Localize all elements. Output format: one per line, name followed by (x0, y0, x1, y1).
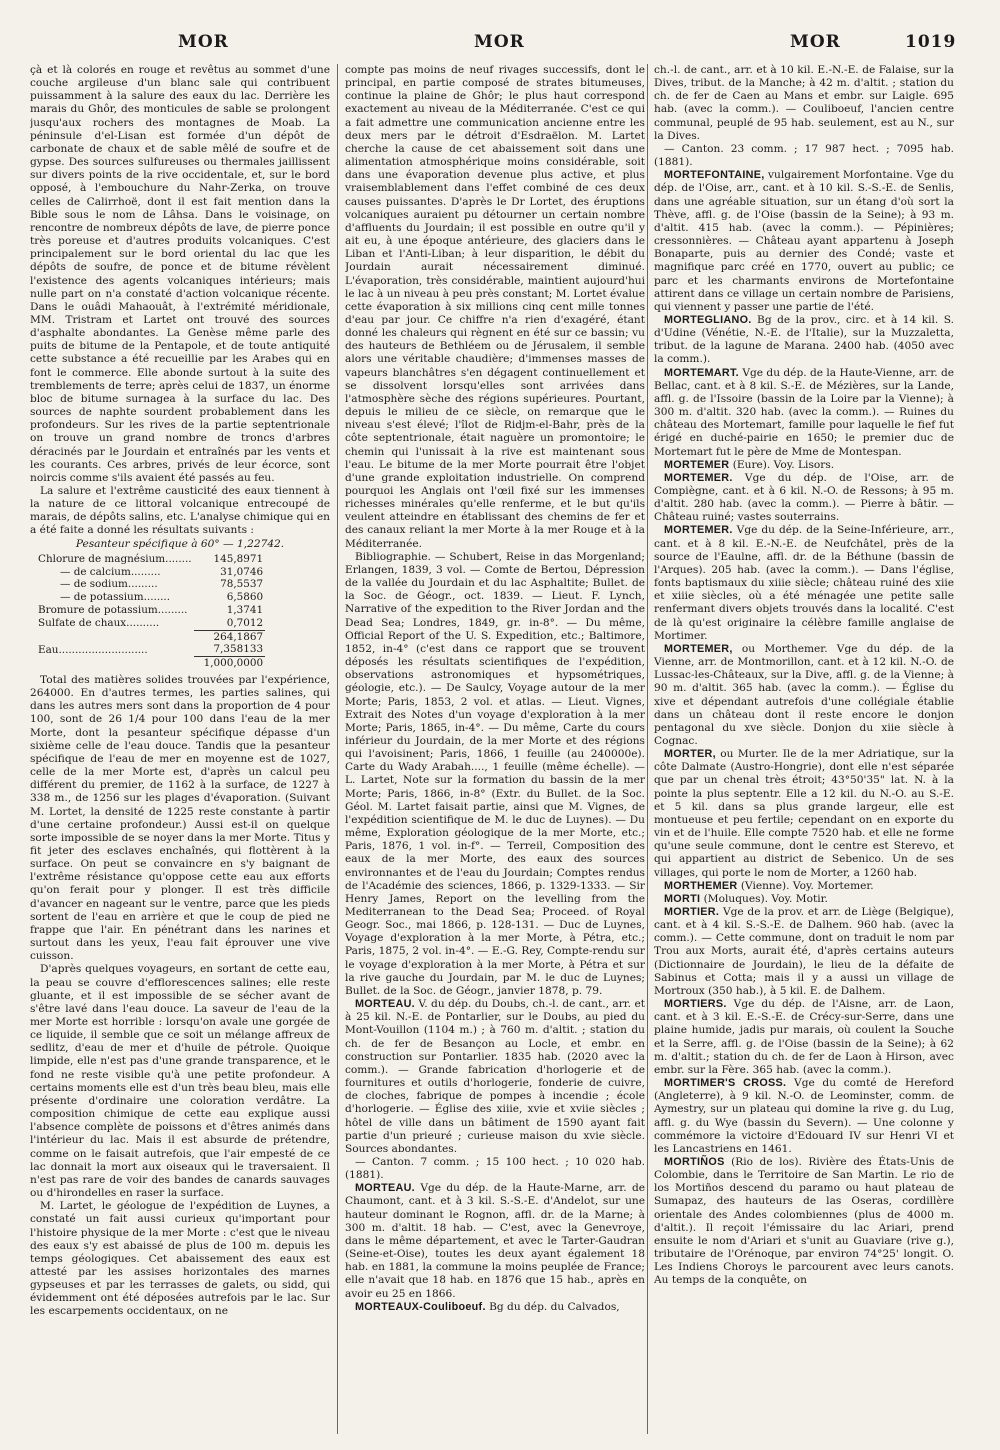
column-1 (30, 64, 330, 1434)
entry-mortinos (654, 1156, 954, 1288)
specific-gravity-line: Pesanteur spécifique à 60° — 1,22742. (75, 537, 285, 550)
entry-morteaux-couliboeuf (345, 1301, 645, 1314)
column-2 (345, 64, 645, 1434)
entry-headword: MORTIERS. (664, 998, 727, 1011)
table-row (36, 553, 265, 566)
paragraph: ch.-l. de cant., arr. et à 10 kil. E.-N.-E. de Falaise, sur la Dives, tribut. de la Manche; à 42 m. d'altit. ; station du ch. de fer de Caen au Mans et embr. sur Laigle. 695 hab. (avec la comm.). — Couliboeuf, l'ancien centre communal, peuplé de 95 hab. seulement, est au N., sur la Dives. (654, 64, 954, 142)
entry-mortemer-oise (654, 472, 954, 525)
table-cell: 6,5860 (226, 591, 264, 604)
entry-headword: MORTEMER. (664, 471, 733, 484)
table-cell: 0,7012 (226, 616, 264, 629)
entry-text: Bg du dép. du Calvados, (485, 1300, 620, 1313)
entry-headword: MORTEAU. (355, 998, 415, 1011)
paragraph: compte pas moins de neuf rivages successifs, dont le principal, en partie composé de strates bitumeuses, continue la plaine de Ghôr; le plus haut correspond exactement au niveau de la Méditerranée. C'est ce qui a fait admettre une communication ancienne entre les deux mers par le détroit d'Esdraëlon. M. Lartet cherche la cause de cet abaissement soit dans une alimentation atmosphérique moins considérable, soit dans une évaporation devenue plus active, et plus vraisemblablement dans l'effet combiné de ces deux causes puissantes. D'après le Dr Lortet, des éruptions volcaniques auraient pu détourner un certain nombre d'affluents du Jourdain; il est possible en outre qu'il y ait eu, à une époque antérieure, des glaciers dans le Liban et l'Anti-Liban; à leur disparition, le débit du Jourdain aurait nécessairement diminué. L'évaporation, très considérable, maintient aujourd'hui le lac à un niveau à peu près constant; M. Lortet évalue cette évaporation à six millions cinq cent mille tonnes d'eau par jour. Ce chiffre n'a rien d'exagéré, étant donné les chaleurs qui règnent en été sur ce bassin; vu des hauteurs de Bethléem ou de Jérusalem, il semble alors une véritable chaudière; d'immenses masses de vapeurs blanchâtres s'en dégagent continuellement et se dissolvent lorsqu'elles sont arrivées dans l'atmosphère sèche des régions supérieures. Pourtant, depuis le milieu de ce siècle, on remarque que le niveau s'est élevé; l'îlot de Ridjm-el-Bahr, près de la côte septentrionale, était naguère un promontoire; le chemin qui l'unissait à la rive est maintenant sous l'eau. Le bitume de la mer Morte pourrait être l'objet d'une grande exploitation industrielle. On comprend pourquoi les Anglais ont l'œil fixé sur les immenses richesses minérales qu'elle renferme, et le but qu'ils veulent atteindre en établissant des chemins de fer et des canaux reliant la mer Morte à la mer Rouge et à la Méditerranée. (345, 64, 645, 550)
entry-headword: MORTIMER'S CROSS. (664, 1077, 787, 1090)
entry-morti (654, 893, 954, 906)
table-cell: 78,5537 (220, 578, 264, 591)
entry-text: Vge du dép. de l'Oise, arr. de Compiègne, cant. et à 6 kil. N.-O. de Ressons; à 95 m. d'altit. 280 hab. (avec la comm.). — Pierre à bâtir. — Château ruiné; vastes souterrains. (654, 471, 954, 524)
entry-mortiers (654, 998, 954, 1077)
table-cell: 145,8971 (213, 552, 264, 565)
running-head-right: MOR (790, 32, 841, 52)
table-cell: Sulfate de chaux.......... (38, 617, 160, 630)
entry-headword: MORTEGLIANO. (664, 313, 752, 326)
table-cell: 1,3741 (226, 603, 264, 616)
paragraph: çà et là colorés en rouge et revêtus au sommet d'une couche argileuse d'un blanc sale qui contribuent puissamment à la salure des eaux du lac. Derrière les marais du Ghôr, des monticules de sable se prolongent jusqu'aux rochers des montagnes de Moab. La péninsule d'el-Lisan est formée d'un dépôt de carbonate de chaux et de sable mêlé de soufre et de gypse. Des sources sulfureuses ou thermales jaillissent sur divers points de la rive occidentale, et, sur le bord opposé, à l'embouchure du Nahr-Zerka, on trouve celles de Calirrhoë, dont il est fait mention dans la Bible sous le nom de Lâhsa. Dans le voisinage, on rencontre de nombreux dépôts de lave, de pierre ponce très poreuse et d'autres produits volcaniques. C'est principalement sur le bord oriental du lac que les dépôts de soufre, de ponce et de bitume révèlent l'existence des agents volcaniques intérieurs; mais nulle part on n'a constaté d'action volcanique récente. Dans le ouâdi Mahaouât, à l'extrémité méridionale, MM. Tristram et Lartet ont trouvé des sources d'asphalte abondantes. La Genèse même parle des puits de bitume de la Pentapole, et de toute antiquité cette substance a été recueillie par les Arabes qui en font le commerce. Elle abonde surtout à la suite des tremblements de terre; après celui de 1837, un énorme bloc de bitume surnagea à la surface du lac. Des sources de naphte sourdent probablement dans les profondeurs. Sur les rives de la partie septentrionale on trouve un grand nombre de troncs d'arbres déracinés par le Jourdain et entraînés par les vents et les courants. Ces arbres, privés de leur écorce, sont noircis comme s'ils avaient été passés au feu. (30, 64, 330, 484)
entry-headword: MORTEMER (664, 458, 730, 471)
entry-text: ou Morthemer. Vge du dép. de la Vienne, arr. de Montmorillon, cant. et à 12 kil. N.-O. de Lussac-les-Châteaux, sur la Dive, affl. g. de la Vienne; à 90 m. d'altit. 365 hab. (avec la comm.). — Église du xive et dépendant autrefois d'une collégiale établie dans un château dont il reste encore le donjon pentagonal du xve siècle. Donjon du xiie siècle à Cognac. (654, 642, 954, 747)
table-cell: — de sodium......... (60, 578, 158, 591)
entry-text: (Moluques). Voy. Motir. (700, 892, 828, 905)
table-row (36, 566, 265, 579)
entry-headword: MORTEMART. (664, 366, 739, 379)
table-row (36, 604, 265, 617)
entry-mortefontaine (654, 169, 954, 314)
table-cell: Bromure de potassium......... (38, 603, 188, 616)
table-row (36, 591, 265, 604)
entry-text: V. du dép. du Doubs, ch.-l. de cant., arr. et à 25 kil. N.-E. de Pontarlier, sur le Doubs, au pied du Mont-Vouillon (1104 m.) ; à 760 m. d'altit. ; station du ch. de fer de Besançon au Locle, et embr. en construction sur Pontarlier. 1835 hab. (2020 avec la comm.). — Grande fabrication d'horlogerie et de fournitures et outils d'horlogerie, fonderie de cuivre, de cloches, fabrique de pompes à incendie ; école d'horlogerie. — Église des xiiie, xvie et xviie siècles ; hôtel de ville dans un bâtiment de 1590 ayant fait partie d'un prieuré ; curieuse maison du xvie siècle. Sources abondantes. (345, 998, 645, 1155)
table-cell: 7,358133 (213, 643, 264, 656)
entry-headword: MORTEFONTAINE, (664, 169, 765, 182)
column-rule-2 (647, 64, 648, 1434)
entry-text: Vge de la prov. et arr. de Liège (Belgique), cant. et à 4 kil. S.-S.-E. de Dalhem. 960 hab. (avec la comm.). — Cette commune, dont on traduit le nom par Trou aux Morts, aurait été, d'après certains auteurs (Dictionnaire de Jourdain), le lieu de la défaite de Sabinus et Cotta; mais il y a aussi un village de Mortroux (350 hab.), à 5 kil. E. de Dalhem. (654, 906, 954, 997)
paragraph: D'après quelques voyageurs, en sortant de cette eau, la peau se couvre d'efflorescences salines; elle reste gluante, et il est impossible de se sécher avant de s'être lavé dans l'eau douce. La saveur de l'eau de la mer Morte est horrible : lorsqu'on avale une gorgée de ce liquide, il semble que ce soit un mélange affreux de sedlitz, d'eau de mer et d'huile de pétrole. Quoique limpide, elle n'est pas d'une grande transparence, et le fond ne reste visible qu'à une petite profondeur. A certains moments elle est d'un très beau bleu, mais elle présente d'ordinaire une coloration verdâtre. La composition chimique de cette eau explique aussi l'absence complète de poissons et d'êtres animés dans l'intérieur du lac. Mais il est absurde de prétendre, comme on le faisait autrefois, que l'air empesté de ce lac donnait la mort aux oiseaux qui le traversaient. Il n'est pas rare de voir des bandes de canards sauvages ou d'hirondelles en raser la surface. (30, 963, 330, 1200)
entry-text: vulgairement Morfontaine. Vge du dép. de l'Oise, arr., cant. et à 10 kil. S.-S.-E. de Senlis, dans une agréable situation, sur un étang d'où sort la Thève, affl. g. de l'Oise (bassin de la Seine); à 93 m. d'altit. 415 hab. (avec la comm.). — Pépinières; cressonnières. — Château ayant appartenu à Joseph Bonaparte, puis au dernier des Condé; vaste et magnifique parc créé en 1770, ouvert au public; ce parc et les charmants environs de Mortefontaine attirent dans ce village un certain nombre de Parisiens, qui viennent y passer une partie de l'été. (654, 169, 954, 313)
entry-mortemer-seine-inferieure (654, 524, 954, 642)
entry-headword: MORTI (664, 892, 701, 905)
table-row (36, 630, 265, 643)
table-row (36, 578, 265, 591)
table-row (36, 617, 265, 630)
entry-mortemer-eure (654, 459, 954, 472)
paragraph: La salure et l'extrême causticité des eaux tiennent à la nature de ce littoral volcanique entrecoupé de marais, de dépôts salins, etc. L'analyse chimique qui en a été faite a donné les résultats suivants : (30, 485, 330, 537)
column-3 (654, 64, 954, 1434)
page-number: 1019 (905, 32, 957, 52)
entry-text: (Eure). Voy. Lisors. (729, 458, 835, 471)
paragraph: Total des matières solides trouvées par l'expérience, 264000. En d'autres termes, les parties salines, qui dans les autres mers sont dans la proportion de 4 pour 100, sont de 26 1/4 pour 100 dans l'eau de la mer Morte, dont la pesanteur spécifique dépasse d'un sixième celle de l'eau douce. Tandis que la pesanteur spécifique de l'eau de mer en moyenne est de 1027, celle de la mer Morte est, d'après un calcul peu différent du premier, de 1162 à la surface, de 1227 à 338 m., de 1256 sur les plages d'évaporation. (Suivant M. Lortet, la densité de 1225 reste constante à partir d'une certaine profondeur.) Aussi est-il on quelque sorte impossible de se noyer dans la mer Morte. Titus y fit jeter des esclaves enchaînés, qui flottèrent à la surface. On peut se convaincre en s'y baignant de l'extrême résistance qu'oppose cette eau aux efforts qu'on ferait pour y plonger. Il est très difficile d'avancer en nageant sur le ventre, parce que les pieds sortent de l'eau en arrière et que le coup de pied ne frappe que l'air. En pénétrant dans les narines et surtout dans les yeux, l'eau fait éprouver une vive cuisson. (30, 673, 330, 963)
table-row (36, 643, 265, 656)
entry-text: (Vienne). Voy. Mortemer. (737, 879, 874, 892)
canton-line: — Canton. 7 comm. ; 15 100 hect. ; 10 020 hab. (1881). (345, 1155, 645, 1182)
entry-text: Vge du dép. de la Seine-Inférieure, arr., cant. et à 8 kil. E.-N.-E. de Neufchâtel, près de la source de l'Eaulne, affl. dr. de la Béthune (bassin de l'Arques). 205 hab. (avec la comm.). — Dans l'église, fonts baptismaux du xiiie siècle; château ruiné des xiie et xiiie siècles, où a été ménagée une petite salle renfermant divers objets trouvés dans la localité. C'est de là qu'est originaire la célèbre famille anglaise de Mortimer. (654, 524, 954, 642)
entry-headword: MORTEMER, (664, 642, 733, 655)
entry-headword: MORTIER. (664, 906, 720, 918)
entry-text: Bg de la prov., circ. et à 14 kil. S. d'Udine (Vénétie, N.-E. de l'Italie), sur la Muzzaletta, tribut. de la lagune de Marana. 2400 hab. (4050 avec la comm.). (654, 313, 954, 366)
table-cell: Eau........................... (38, 643, 148, 656)
entry-morteau-haute-marne (345, 1182, 645, 1300)
entry-mortemer-vienne (654, 643, 954, 748)
entry-headword: MORTIÑOS (664, 1155, 725, 1168)
entry-mortegliano (654, 314, 954, 367)
entry-headword: MORTER, (664, 748, 716, 761)
entry-text: (Rio de los). Rivière des États-Unis de Colombie, dans le Territoire de San Martin. Le rio de los Mortiños descend du paramo ou haut plateau de Sumapaz, des hauteurs de las Oseras, cordillère orientale des Andes colombiennes (plus de 4000 m. d'altit.). Il reçoit l'émissaire du lac Ariari, prend ensuite le nom d'Ariari et s'unit au Guaviare (rive g.), tributaire de l'Orénoque, par environ 74°25' longit. O. Les Indiens Choroys le parcourent avec leurs canots. Au temps de la conquête, on (654, 1155, 954, 1287)
column-rule-1 (337, 64, 338, 1434)
subtotal-cell: 264,1867 (194, 630, 266, 643)
table-cell: Chlorure de magnésium........ (38, 552, 192, 565)
table-row (36, 657, 265, 670)
entry-morteau-doubs (345, 998, 645, 1156)
canton-line: — Canton. 23 comm. ; 17 987 hect. ; 7095 hab. (1881). (654, 142, 954, 169)
entry-morter (654, 748, 954, 880)
entry-text: ou Murter. Ile de la mer Adriatique, sur la côte Dalmate (Austro-Hongrie), dont elle n'est séparée que par un chenal très étroit; 43°50'35" lat. N. à la pointe la plus septentr. Elle a 12 kil. du N.-O. au S.-E. et 5 kil. dans sa plus grande largeur, elle est montueuse et peu fertile; cependant on en exporte du vin et de l'huile. Elle compte 7520 hab. et elle ne forme qu'une seule commune, dont le centre est Sterevo, et qui appartient au district de Sebenico. Un de ses villages, qui porte le nom de Morter, a 1260 hab. (654, 748, 954, 879)
entry-headword: MORTHEMER (664, 879, 738, 892)
entry-text: Vge du dép. de l'Aisne, arr. de Laon, cant. et à 3 kil. E.-S.-E. de Crécy-sur-Serre, dans une plaine humide, jadis pur marais, où coulent la Souche et la Serre, affl. g. de l'Oise (bassin de la Seine); à 62 m. d'altit.; station du ch. de fer de Laon à Hirson, avec embr. sur la Fère. 365 hab. (avec la comm.). (654, 998, 954, 1076)
entry-mortimers-cross (654, 1077, 954, 1156)
entry-text: Vge du dép. de la Haute-Vienne, arr. de Bellac, cant. et à 8 kil. S.-E. de Mézières, sur la Lande, affl. g. de l'Issoire (bassin de la Loire par la Vienne); à 300 m. d'altit. 320 hab. (avec la comm.). — Ruines du château des Mortemart, famille pour laquelle le fief fut érigé en duché-pairie en 1650; le premier duc de Mortemart fut le père de Mme de Montespan. (654, 366, 954, 458)
entry-headword: MORTEMER. (664, 524, 733, 537)
table-cell: — de calcium......... (60, 565, 161, 578)
entry-mortemart (654, 367, 954, 459)
entry-mortier (654, 906, 954, 998)
total-cell: 1,000,0000 (194, 657, 266, 670)
entry-morthemer (654, 880, 954, 893)
entry-headword: MORTEAUX-Couliboeuf. (355, 1300, 486, 1313)
running-head-left: MOR (178, 32, 229, 52)
entry-text: Vge du dép. de la Haute-Marne, arr. de Chaumont, cant. et à 3 kil. S.-S.-E. d'Andelot, sur une hauteur dominant le Rognon, affl. dr. de la Marne; à 300 m. d'altit. 18 hab. — C'est, avec la Genevroye, dans le même département, et avec le Tarter-Gaudran (Seine-et-Oise), toutes les deux ayant également 18 hab. en 1881, la commune la moins peuplée de France; elle n'avait que 18 hab. en 1876 que 15 hab., après en avoir eu 25 en 1866. (345, 1182, 645, 1300)
paragraph: M. Lartet, le géologue de l'expédition de Luynes, a constaté un fait aussi curieux qu'important pour l'histoire physique de la mer Morte : c'est que le niveau des eaux s'y est abaissé de plus de 100 m. depuis les temps géologiques. Cet abaissement des eaux est attesté par les assises horizontales des marnes gypseuses et par les terrasses de galets, ou sidd, qui évidemment ont été déposées autrefois par le lac. Sur les escarpements occidentaux, on ne (30, 1200, 330, 1318)
running-head-center: MOR (474, 32, 525, 52)
entry-text: Vge du comté de Hereford (Angleterre), à 9 kil. N.-O. de Leominster, comm. de Aymestry, sur un plateau qui domine la rive g. du Lug, affl. g. du Wye (bassin du Severn). — Une colonne y commémore la victoire d'Edouard IV sur Henri VI et les Lancastriens en 1461. (654, 1077, 954, 1155)
bibliography: Bibliographie. — Schubert, Reise in das Morgenland; Erlangen, 1839, 3 vol. — Comte de Bertou, Dépression de la vallée du Jourdain et du lac Asphaltite; Bullet. de la Soc. de Géogr., oct. 1839. — Lieut. F. Lynch, Narrative of the expedition to the River Jordan and the Dead Sea; Londres, 1849, gr. in-8°. — Du même, Official Report of the U. S. Expedition, etc.; Baltimore, 1852, in-4° (c'est dans ce rapport que se trouvent déposés les résultats scientifiques de l'expédition, observations astronomiques et hypsométriques, géologie, etc.). — De Saulcy, Voyage autour de la mer Morte; Paris, 1853, 2 vol. et atlas. — Lieut. Vignes, Extrait des Notes d'un voyage d'exploration à la mer Morte; Paris, 1865, in-4°. — Du même, Carte du cours inférieur du Jourdain, de la mer Morte et des régions qui l'avoisinent; Paris, 1866, 1 feuille (au 240000e). Carte du Wady Arabah...., 1 feuille (même échelle). — L. Lartet, Note sur la formation du bassin de la mer Morte; Paris, 1866, in-8° (Extr. du Bullet. de la Soc. Géol. M. Lartet faisait partie, ainsi que M. Vignes, de l'expédition scientifique de M. le duc de Luynes). — Du même, Exploration géologique de la mer Morte, etc.; Paris, 1876, 1 vol. in-f°. — Terreil, Composition des eaux de la mer Morte, des eaux des sources environnantes et de l'eau du Jourdain; Comptes rendus de l'Académie des sciences, 1866, p. 1329-1333. — Sir Henry James, Report on the levelling from the Mediterranean to the Dead Sea; Proceed. of Royal Geogr. Soc., mai 1866, p. 128-131. — Duc de Luynes, Voyage d'exploration à la mer Morte, à Pétra, etc.; Paris, 1875, 2 vol. in-4°. — E.-G. Rey, Compte-rendu sur le voyage d'exploration à la mer Morte, à Pétra et sur la rive gauche du Jourdain, par M. le duc de Luynes; Bullet. de la Soc. de Géogr., janvier 1878, p. 79. (345, 550, 645, 997)
entry-headword: MORTEAU. (355, 1182, 415, 1195)
table-cell: 31,0746 (220, 565, 264, 578)
table-cell: — de potassium........ (60, 591, 171, 604)
chemical-analysis-table (36, 553, 265, 670)
